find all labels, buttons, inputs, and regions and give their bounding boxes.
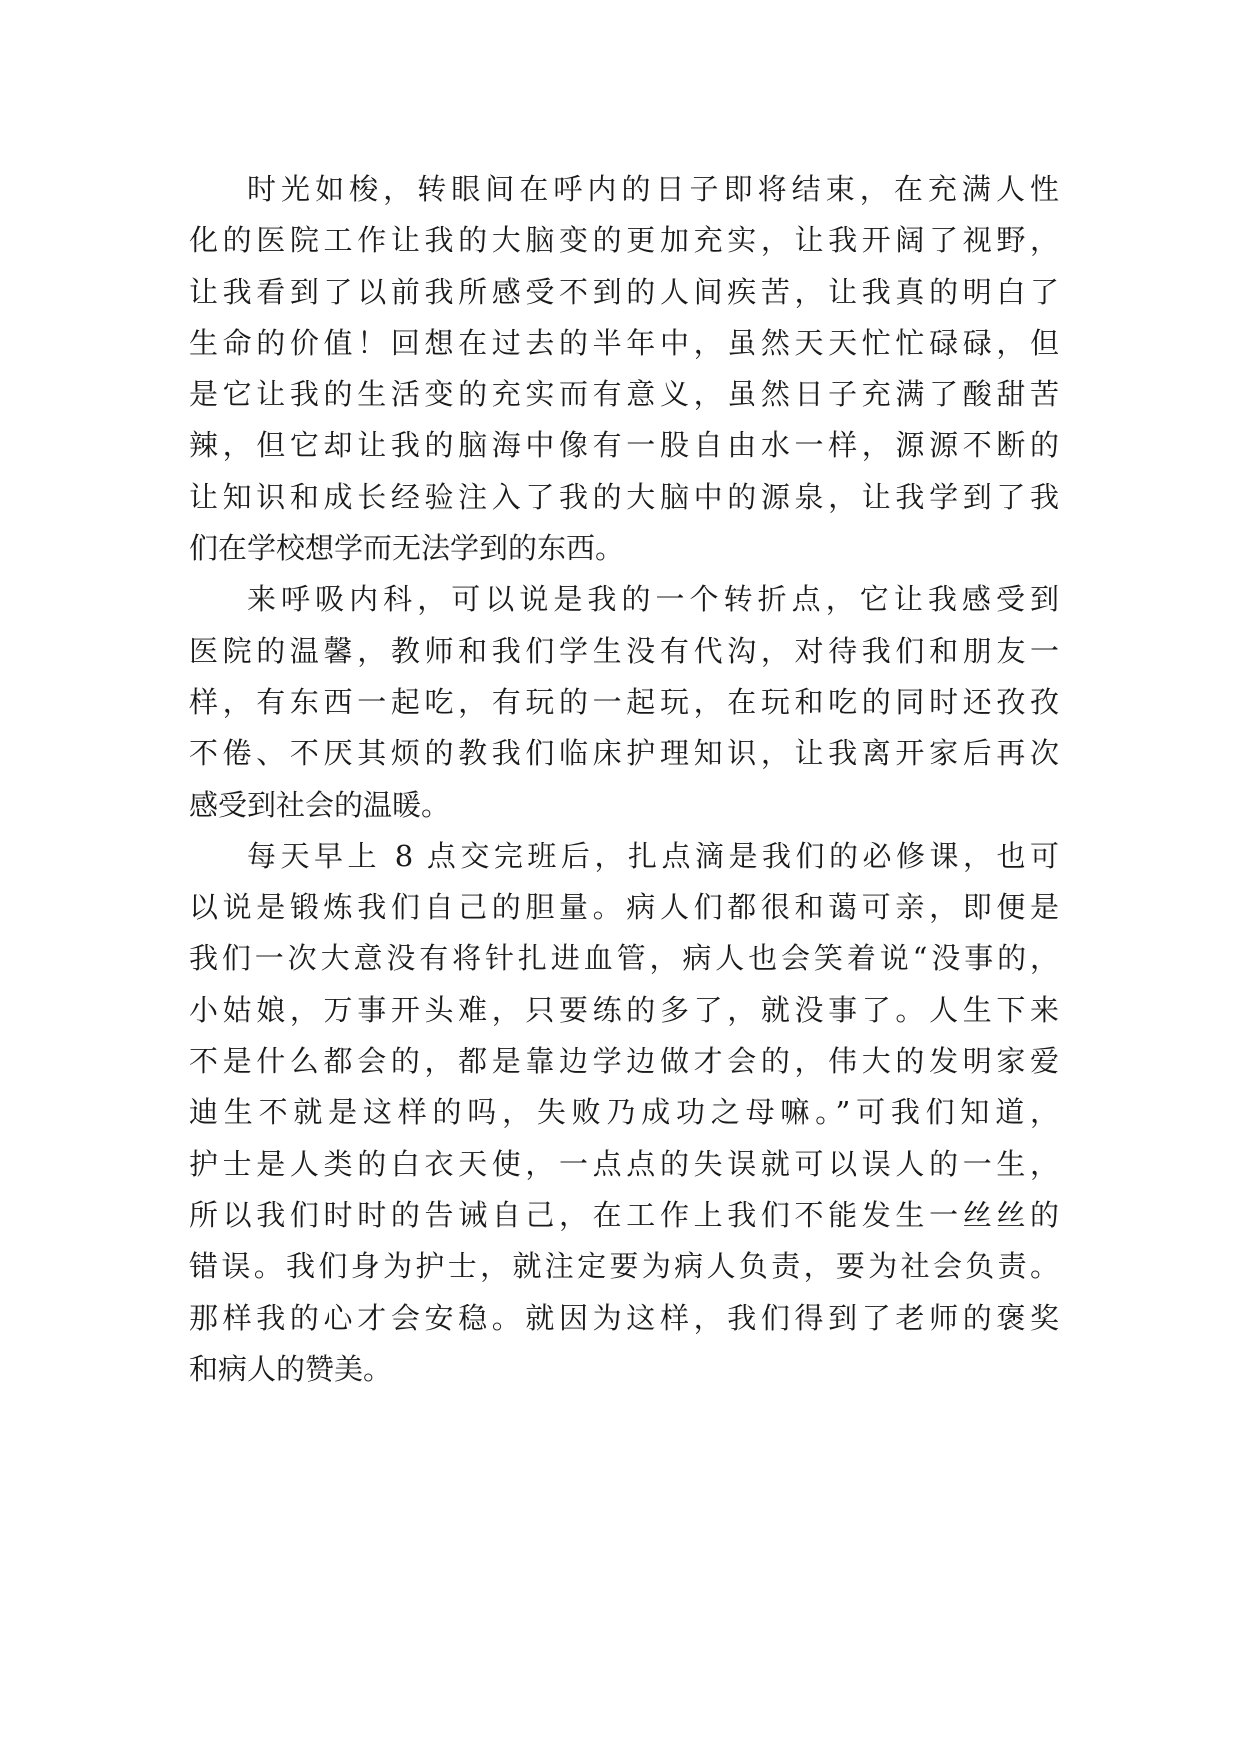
- paragraph-3: [189, 831, 1059, 1395]
- text-line: 让我看到了以前我所感受不到的人间疾苦，让我真的明白了: [189, 274, 1059, 309]
- text-line: 护士是人类的白衣天使，一点点的失误就可以误人的一生，: [189, 1146, 1059, 1181]
- text-line: 样，有东西一起吃，有玩的一起玩，在玩和吃的同时还孜孜: [189, 684, 1059, 719]
- text-line: 不是什么都会的，都是靠边学边做才会的，伟大的发明家爱: [189, 1044, 1059, 1079]
- text-line: 小姑娘，万事开头难，只要练的多了，就没事了。人生下来: [189, 992, 1059, 1027]
- paragraph-2: [189, 574, 1059, 830]
- text-line: 生命的价值！回想在过去的半年中，虽然天天忙忙碌碌，但: [189, 325, 1059, 360]
- text-line: 让知识和成长经验注入了我的大脑中的源泉，让我学到了我: [189, 479, 1059, 514]
- text-line: 所以我们时时的告诫自己，在工作上我们不能发生一丝丝的: [189, 1197, 1059, 1232]
- text-line: 那样我的心才会安稳。就因为这样，我们得到了老师的褒奖: [189, 1300, 1059, 1335]
- text-line: 来呼吸内科，可以说是我的一个转折点，它让我感受到: [247, 582, 1059, 617]
- document-body: [189, 164, 1059, 1395]
- text-line: 化的医院工作让我的大脑变的更加充实，让我开阔了视野，: [189, 223, 1059, 258]
- text-line: 医院的温馨，教师和我们学生没有代沟，对待我们和朋友一: [189, 633, 1059, 668]
- text-line: 迪生不就是这样的吗，失败乃成功之母嘛。”可我们知道，: [189, 1095, 1059, 1130]
- text-line: 时光如梭，转眼间在呼内的日子即将结束，在充满人性: [247, 172, 1059, 206]
- text-line: 每天早上 8 点交完班后，扎点滴是我们的必修课，也可: [247, 838, 1059, 873]
- text-line: 辣，但它却让我的脑海中像有一股自由水一样，源源不断的: [189, 428, 1059, 463]
- text-line: 错误。我们身为护士，就注定要为病人负责，要为社会负责。: [189, 1249, 1059, 1284]
- text-line: 我们一次大意没有将针扎进血管，病人也会笑着说“没事的，: [189, 941, 1059, 976]
- text-line: 感受到社会的温暖。: [189, 787, 451, 822]
- text-line: 不倦、不厌其烦的教我们临床护理知识，让我离开家后再次: [189, 736, 1059, 771]
- text-line: 是它让我的生活变的充实而有意义，虽然日子充满了酸甜苦: [189, 377, 1059, 412]
- paragraph-1: [189, 164, 1059, 574]
- text-line: 和病人的赞美。: [189, 1351, 393, 1386]
- text-line: 以说是锻炼我们自己的胆量。病人们都很和蔼可亲，即便是: [189, 890, 1059, 925]
- text-line: 们在学校想学而无法学到的东西。: [189, 531, 625, 566]
